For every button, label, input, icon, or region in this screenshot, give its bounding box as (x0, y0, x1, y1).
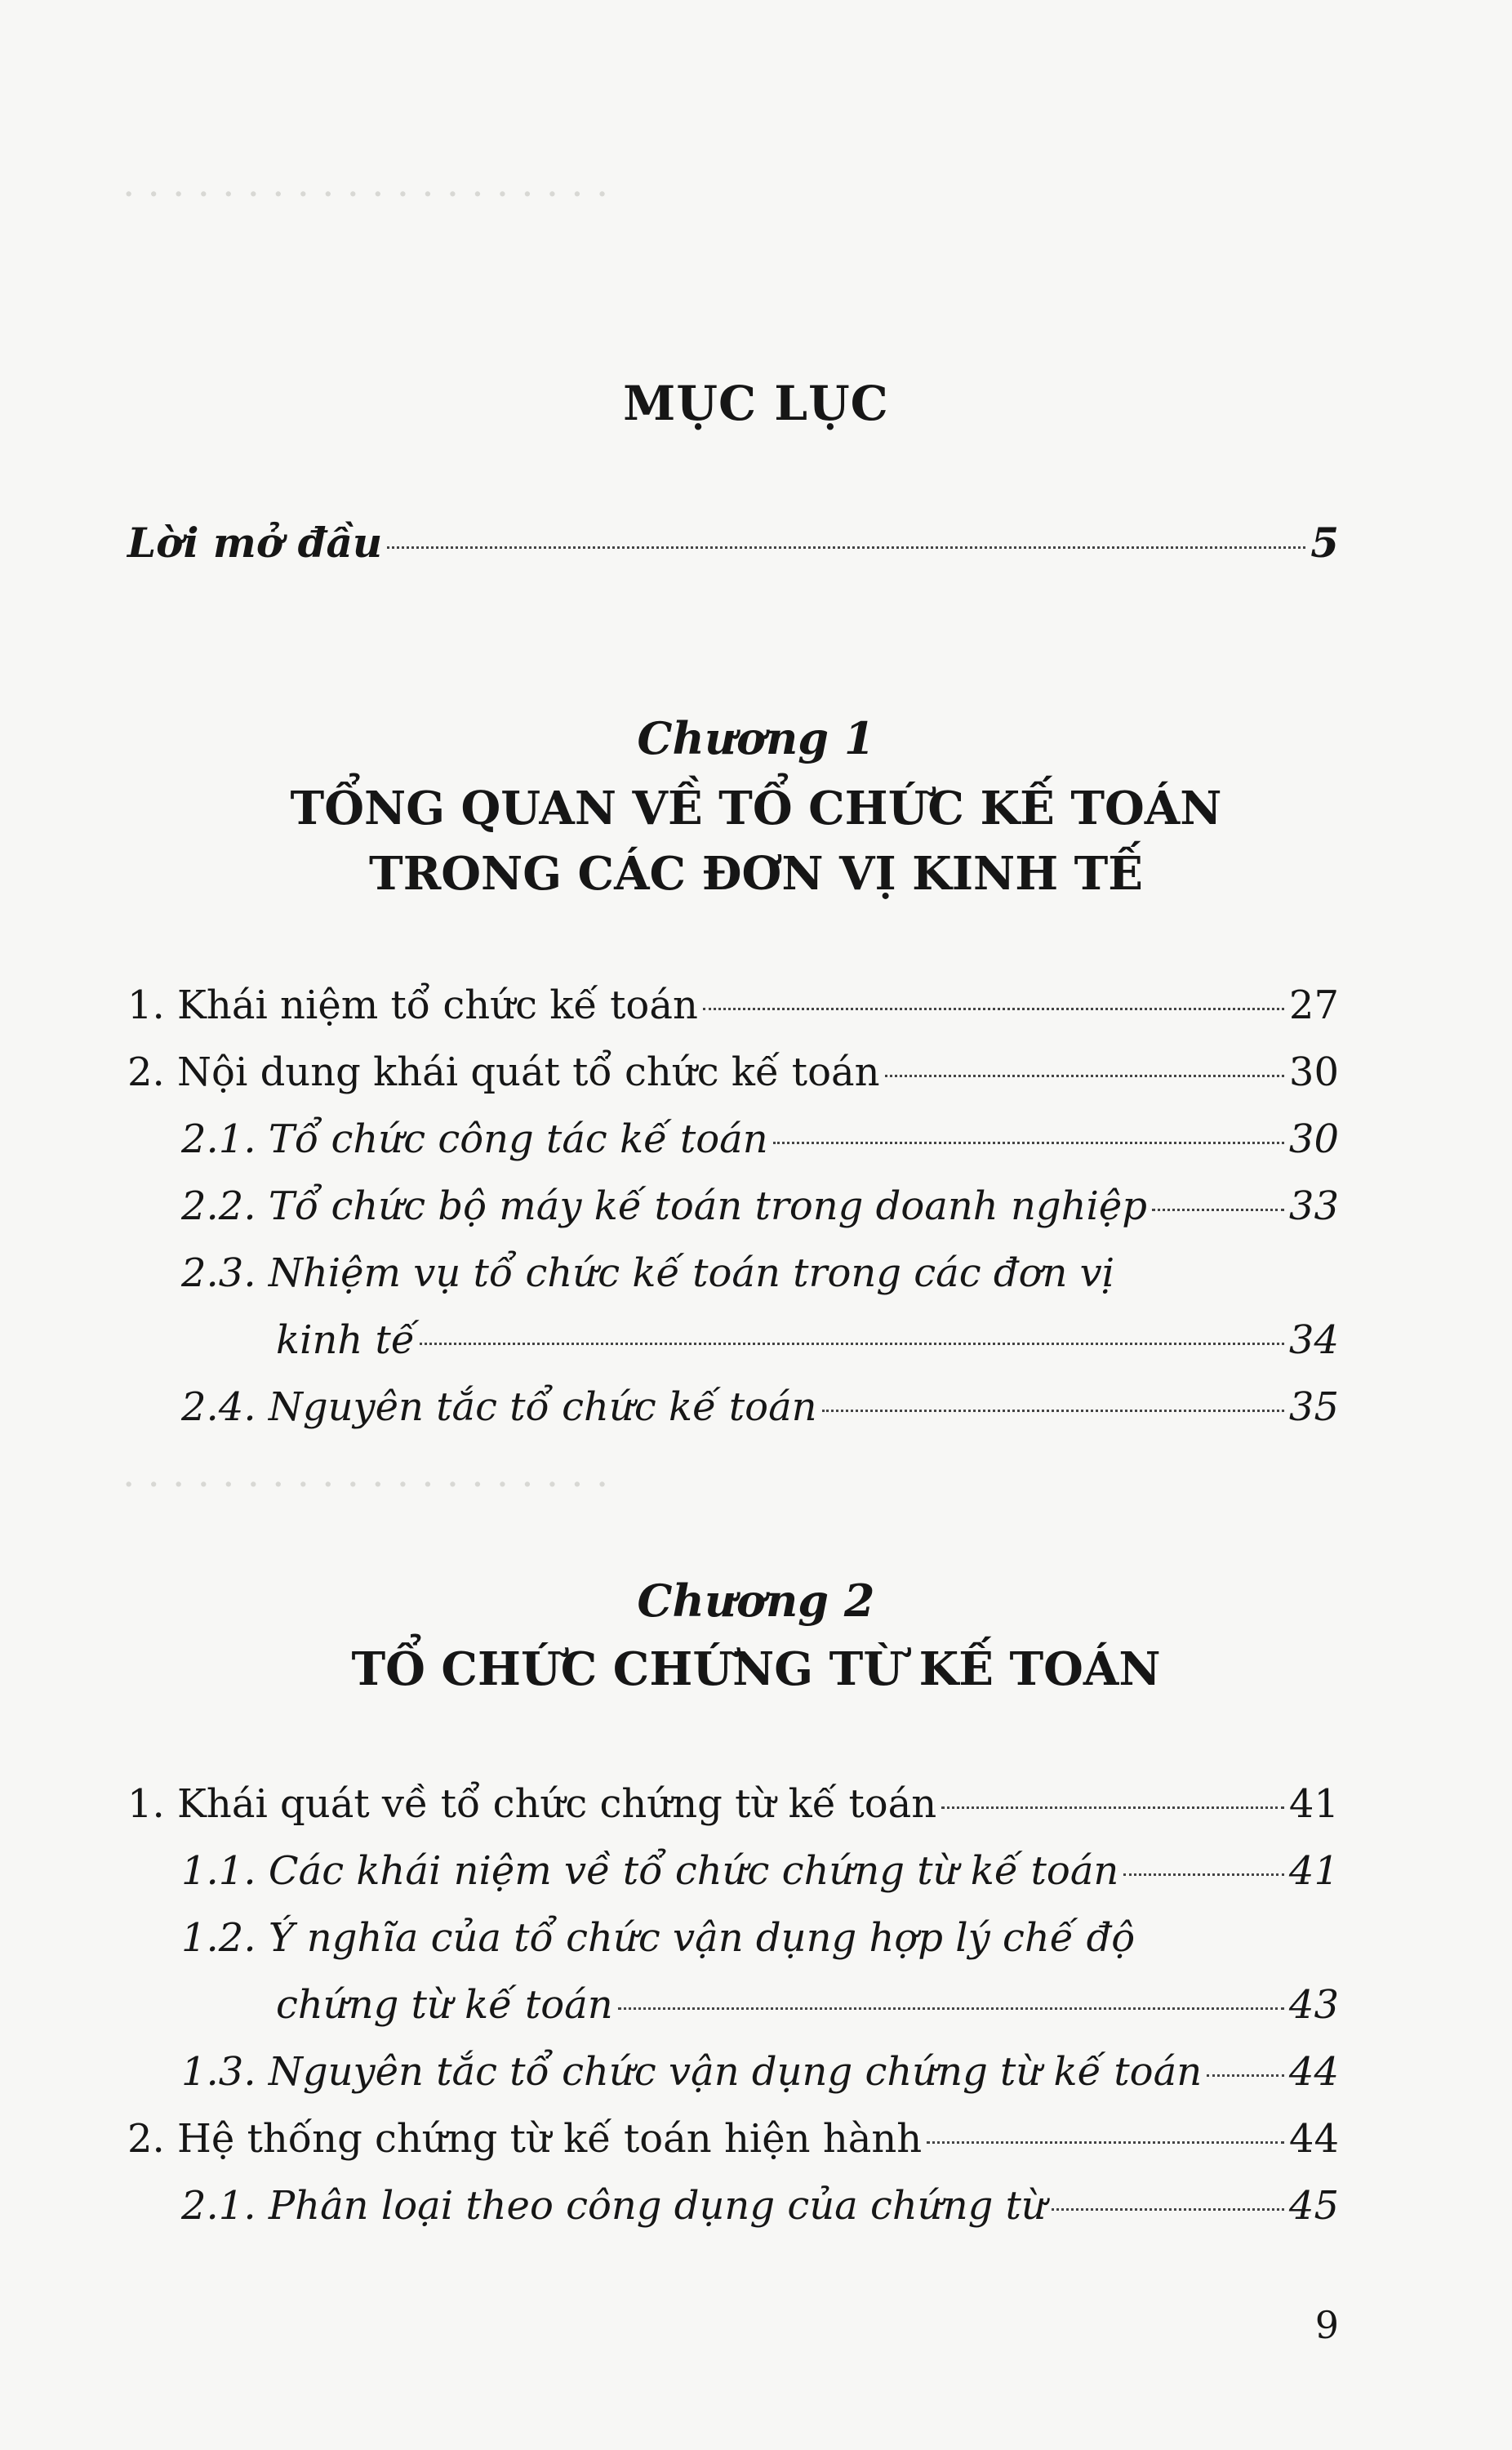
dot-leader (1207, 2074, 1284, 2077)
dot-leader (885, 1075, 1284, 1077)
toc-entry[interactable] (127, 977, 1339, 1034)
toc-entry[interactable] (181, 2043, 1339, 2100)
toc-entry-page: 44 (1288, 2116, 1339, 2162)
toc-entry-page: 30 (1288, 1116, 1339, 1162)
page-number: 9 (1314, 2303, 1339, 2347)
toc-entry-page: 41 (1288, 1781, 1339, 1827)
toc-entry-text: 2.4. Nguyên tắc tổ chức kế toán (181, 1384, 817, 1430)
dot-leader (1052, 2208, 1284, 2211)
toc-entry-text: 2.2. Tổ chức bộ máy kế toán trong doanh nghiệp (181, 1183, 1147, 1229)
dot-leader (387, 546, 1305, 549)
toc-entry-page: 35 (1288, 1384, 1339, 1430)
toc-entry[interactable] (181, 2177, 1339, 2234)
toc-entry-page: 44 (1288, 2049, 1339, 2095)
toc-entry-text: 1.3. Nguyên tắc tổ chức vận dụng chứng từ kế toán (181, 2049, 1203, 2095)
toc-entry-text: 2.1. Phân loại theo công dụng của chứng từ (181, 2183, 1047, 2229)
bleed-through-decoration: · · · · · · · · · · · · · · · · · · · · (122, 1462, 609, 1508)
toc-entry-text: 1.1. Các khái niệm về tổ chức chứng từ kế toán (181, 1848, 1119, 1894)
dot-leader (1152, 1209, 1284, 1211)
toc-entry-page: 45 (1288, 2183, 1339, 2229)
toc-entry[interactable] (181, 1111, 1339, 1168)
toc-entry-line1[interactable] (181, 1909, 1339, 1967)
toc-entry[interactable] (127, 2110, 1339, 2167)
toc-entry[interactable] (127, 1775, 1339, 1833)
chapter-2-label: Chương 2 (637, 1575, 875, 1627)
bleed-through-decoration: · · · · · · · · · · · · · · · · · · · · (122, 172, 609, 217)
toc-entry-line1[interactable] (181, 1245, 1339, 1302)
chapter-1-title-line1: TỔNG QUAN VỀ TỔ CHỨC KẾ TOÁN (290, 782, 1222, 835)
toc-entry-text: chứng từ kế toán (276, 1982, 613, 2028)
toc-entry-text: 1. Khái quát về tổ chức chứng từ kế toán (127, 1781, 937, 1827)
toc-entry-page: 27 (1288, 982, 1339, 1028)
toc-entry-text: Lời mở đầu (127, 519, 383, 567)
toc-entry[interactable] (127, 1044, 1339, 1101)
toc-entry-continued[interactable] (276, 1312, 1339, 1369)
toc-entry-continued[interactable] (276, 1976, 1339, 2034)
toc-entry[interactable] (181, 1379, 1339, 1436)
dot-leader (927, 2141, 1284, 2144)
dot-leader (420, 1343, 1284, 1345)
toc-entry-page: 41 (1288, 1848, 1339, 1894)
toc-entry-text: 1. Khái niệm tổ chức kế toán (127, 982, 698, 1028)
toc-entry-intro[interactable] (127, 514, 1339, 572)
toc-entry-text: 2. Hệ thống chứng từ kế toán hiện hành (127, 2116, 923, 2162)
toc-entry-text: kinh tế (276, 1317, 416, 1363)
dot-leader (618, 2007, 1284, 2010)
chapter-1-label: Chương 1 (637, 712, 875, 764)
dot-leader (941, 1806, 1284, 1809)
toc-entry-text: 2.3. Nhiệm vụ tổ chức kế toán trong các đơn vị (181, 1250, 1115, 1296)
dot-leader (1123, 1873, 1284, 1876)
toc-entry[interactable] (181, 1178, 1339, 1235)
toc-entry-page: 43 (1288, 1982, 1339, 2028)
toc-entry-page: 30 (1288, 1049, 1339, 1095)
toc-entry-page: 33 (1288, 1183, 1339, 1229)
toc-entry-page: 34 (1288, 1317, 1339, 1363)
dot-leader (703, 1008, 1284, 1010)
toc-entry-page: 5 (1310, 519, 1339, 567)
chapter-2-title: TỔ CHỨC CHỨNG TỪ KẾ TOÁN (351, 1642, 1161, 1696)
toc-entry[interactable] (181, 1842, 1339, 1900)
chapter-1-title-line2: TRONG CÁC ĐƠN VỊ KINH TẾ (369, 847, 1143, 901)
dot-leader (773, 1142, 1284, 1144)
toc-entry-text: 2. Nội dung khái quát tổ chức kế toán (127, 1049, 880, 1095)
dot-leader (822, 1410, 1284, 1412)
toc-entry-text: 2.1. Tổ chức công tác kế toán (181, 1116, 768, 1162)
toc-entry-text: 1.2. Ý nghĩa của tổ chức vận dụng hợp lý chế độ (181, 1915, 1136, 1961)
toc-title: MỤC LỤC (623, 376, 889, 431)
